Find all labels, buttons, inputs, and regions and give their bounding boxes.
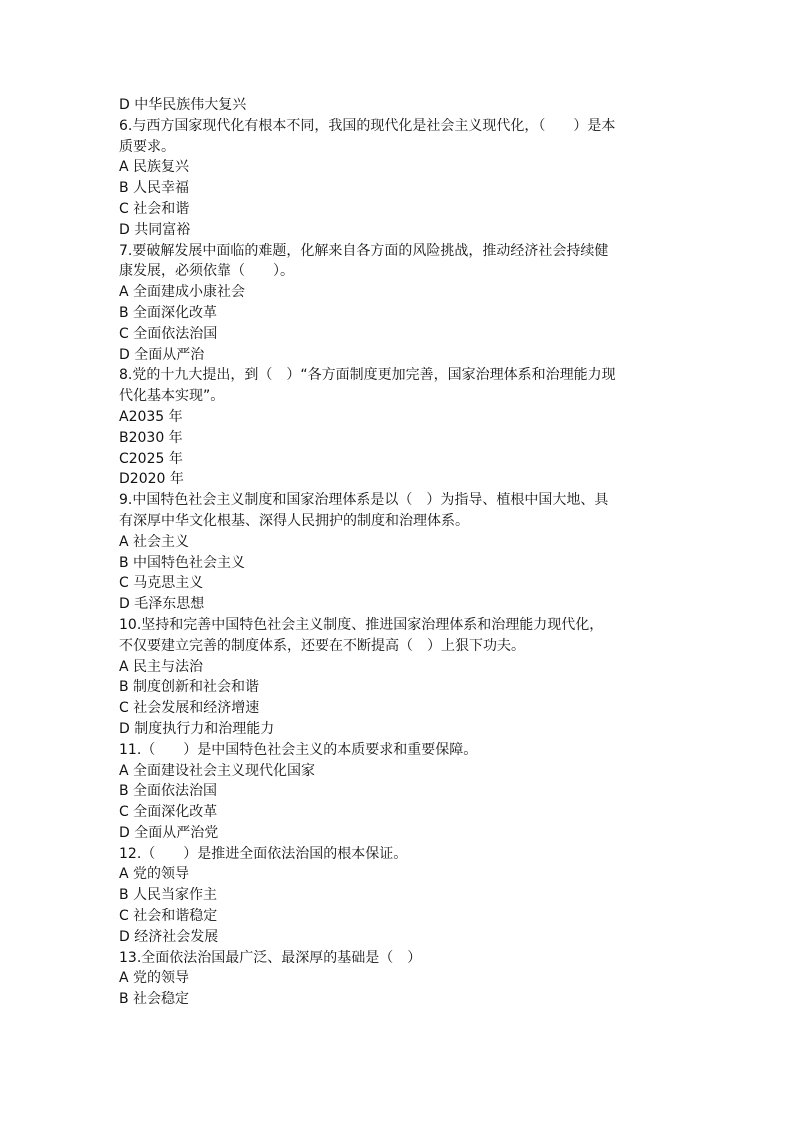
option-line: D 经济社会发展: [119, 928, 219, 945]
option-line: A 党的领导: [119, 970, 190, 987]
option-line: D 中华民族伟大复兴: [119, 97, 247, 113]
option-line: C 全面深化改革: [119, 804, 218, 821]
option-line: D 全面从严治党: [119, 824, 219, 841]
option-line: A 党的领导: [119, 866, 190, 883]
question-line: 8.党的十九大提出，到（ ）“各方面制度更加完善，国家治理体系和治理能力现: [119, 367, 616, 384]
option-line: A2035 年: [119, 408, 183, 425]
option-line: A 全面建设社会主义现代化国家: [119, 762, 316, 779]
question-line: 质要求。: [119, 138, 175, 155]
option-line: B 全面依法治国: [119, 783, 218, 800]
option-line: C 全面依法治国: [119, 325, 218, 342]
question-line: 代化基本实现”。: [119, 388, 225, 405]
question-list: [119, 95, 679, 1010]
option-line: C 马克思主义: [119, 575, 204, 592]
option-line: B2030 年: [119, 429, 183, 446]
option-line: D 全面从严治: [119, 346, 205, 363]
question-line: 7.要破解发展中面临的难题，化解来自各方面的风险挑战，推动经济社会持续健: [119, 242, 609, 259]
question-line: 有深厚中华文化根基、深得人民拥护的制度和治理体系。: [119, 512, 469, 529]
question-line: 12.（ ）是推进全面依法治国的根本保证。: [119, 845, 408, 862]
option-line: C 社会发展和经济增速: [119, 700, 260, 717]
option-line: C 社会和谐: [119, 200, 190, 217]
option-line: C2025 年: [119, 450, 183, 467]
option-line: B 社会稳定: [119, 991, 190, 1008]
option-line: C 社会和谐稳定: [119, 908, 218, 925]
option-line: D 毛泽东思想: [119, 596, 205, 613]
option-line: D2020 年: [119, 471, 184, 488]
option-line: B 全面深化改革: [119, 304, 218, 321]
question-line: 康发展，必须依靠（ ）。: [119, 263, 294, 280]
option-line: A 民族复兴: [119, 159, 190, 176]
option-line: B 人民当家作主: [119, 887, 218, 904]
option-line: D 共同富裕: [119, 221, 191, 238]
question-line: 不仅要建立完善的制度体系，还要在不断提高（ ）上狠下功夫。: [119, 637, 525, 654]
option-line: A 社会主义: [119, 533, 190, 550]
question-line: 10.坚持和完善中国特色社会主义制度、推进国家治理体系和治理能力现代化，: [119, 616, 604, 633]
option-line: B 制度创新和社会和谐: [119, 679, 260, 696]
option-line: B 人民幸福: [119, 180, 190, 197]
option-line: B 中国特色社会主义: [119, 554, 246, 571]
question-line: 6.与西方国家现代化有根本不同，我国的现代化是社会主义现代化，（ ）是本: [119, 117, 616, 134]
question-line: 11.（ ）是中国特色社会主义的本质要求和重要保障。: [119, 741, 478, 758]
question-line: 13.全面依法治国最广泛、最深厚的基础是（ ）: [119, 949, 422, 966]
option-line: A 民主与法治: [119, 658, 204, 675]
option-line: A 全面建成小康社会: [119, 284, 246, 301]
option-line: D 制度执行力和治理能力: [119, 720, 275, 737]
question-line: 9.中国特色社会主义制度和国家治理体系是以（ ）为指导、植根中国大地、具: [119, 492, 609, 509]
